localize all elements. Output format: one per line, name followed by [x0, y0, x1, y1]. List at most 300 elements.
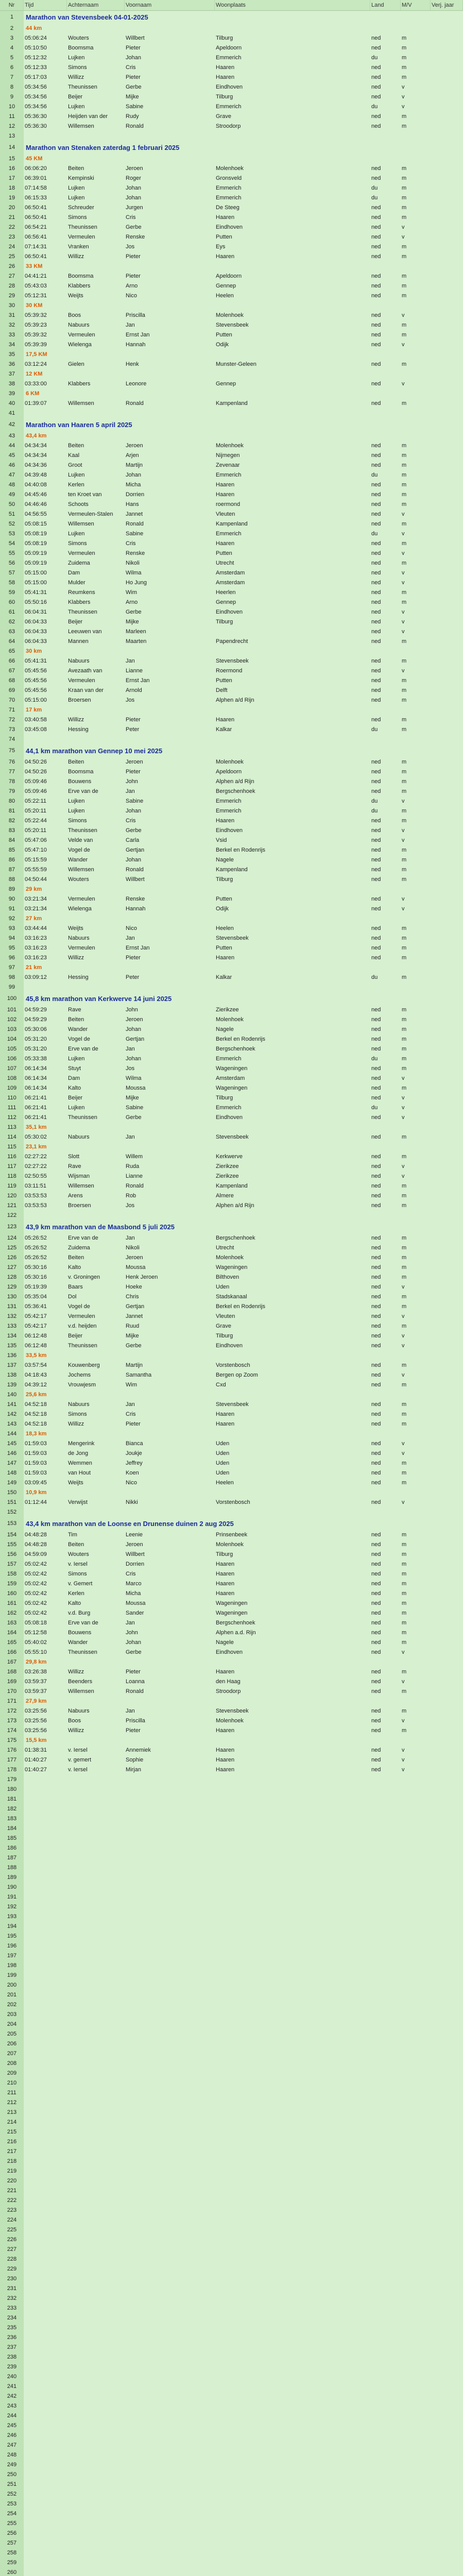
- cell-voornaam[interactable]: Willbert: [126, 35, 145, 41]
- cell-achternaam[interactable]: Arens: [68, 1193, 83, 1199]
- row-number[interactable]: 14: [0, 141, 24, 154]
- cell-achternaam[interactable]: de Jong: [68, 1450, 89, 1456]
- cell-woonplaats[interactable]: Tilburg: [216, 876, 233, 883]
- row-number[interactable]: 224: [0, 2215, 24, 2225]
- row-number[interactable]: 133: [0, 1321, 24, 1331]
- cell-land[interactable]: ned: [371, 857, 381, 863]
- cell-land[interactable]: ned: [371, 560, 381, 566]
- cell-mv[interactable]: m: [402, 283, 407, 289]
- cell-woonplaats[interactable]: Eindhoven: [216, 224, 243, 230]
- cell-mv[interactable]: m: [402, 1600, 407, 1606]
- cell-mv[interactable]: m: [402, 1727, 407, 1734]
- row-number[interactable]: 116: [0, 1152, 24, 1162]
- row-number[interactable]: 126: [0, 1253, 24, 1263]
- cell-land[interactable]: ned: [371, 1600, 381, 1606]
- cell-land[interactable]: ned: [371, 1245, 381, 1251]
- cell-voornaam[interactable]: Maarten: [126, 638, 147, 645]
- cell-voornaam[interactable]: Ruud: [126, 1323, 140, 1329]
- cell-achternaam[interactable]: v. Iersel: [68, 1767, 88, 1773]
- cell-land[interactable]: ned: [371, 1382, 381, 1388]
- cell-achternaam[interactable]: van Hout: [68, 1470, 91, 1476]
- cell-woonplaats[interactable]: Berkel en Rodenrijs: [216, 1036, 265, 1042]
- cell-voornaam[interactable]: Ronald: [126, 1688, 144, 1694]
- row-number[interactable]: 21: [0, 213, 24, 223]
- row-number[interactable]: 119: [0, 1181, 24, 1191]
- cell-land[interactable]: ned: [371, 1255, 381, 1261]
- row-number[interactable]: 191: [0, 1892, 24, 1902]
- cell-verjaar[interactable]: [431, 1370, 463, 1380]
- cell-woonplaats[interactable]: roermond: [216, 501, 241, 507]
- cell-mv[interactable]: m: [402, 45, 407, 51]
- row-number[interactable]: 145: [0, 1439, 24, 1449]
- row-number[interactable]: 147: [0, 1459, 24, 1468]
- cell-verjaar[interactable]: [431, 627, 463, 637]
- cell-tijd[interactable]: 05:55:10: [25, 1649, 47, 1655]
- cell-achternaam[interactable]: Willemsen: [68, 1183, 94, 1189]
- cell-tijd[interactable]: 05:17:03: [25, 74, 47, 80]
- cell-land[interactable]: ned: [371, 540, 381, 547]
- cell-mv[interactable]: m: [402, 717, 407, 723]
- cell-woonplaats[interactable]: Odijk: [216, 906, 229, 912]
- cell-mv[interactable]: m: [402, 1264, 407, 1270]
- cell-land[interactable]: ned: [371, 876, 381, 883]
- cell-tijd[interactable]: 05:45:56: [25, 668, 47, 674]
- row-number[interactable]: 101: [0, 1005, 24, 1015]
- cell-verjaar[interactable]: [431, 1677, 463, 1687]
- cell-verjaar[interactable]: [431, 1015, 463, 1025]
- cell-land[interactable]: ned: [371, 697, 381, 703]
- cell-voornaam[interactable]: Jan: [126, 1134, 135, 1140]
- cell-tijd[interactable]: 05:41:31: [25, 589, 47, 596]
- row-number[interactable]: 259: [0, 2558, 24, 2568]
- cell-land[interactable]: ned: [371, 1480, 381, 1486]
- row-number[interactable]: 208: [0, 2059, 24, 2069]
- cell-verjaar[interactable]: [431, 232, 463, 242]
- cell-verjaar[interactable]: [431, 1560, 463, 1569]
- cell-land[interactable]: ned: [371, 1114, 381, 1121]
- cell-voornaam[interactable]: Pieter: [126, 74, 141, 80]
- row-number[interactable]: 98: [0, 973, 24, 982]
- row-number[interactable]: 201: [0, 1990, 24, 2000]
- row-number[interactable]: 240: [0, 2372, 24, 2382]
- cell-land[interactable]: ned: [371, 1343, 381, 1349]
- cell-tijd[interactable]: 05:02:42: [25, 1610, 47, 1616]
- cell-mv[interactable]: m: [402, 867, 407, 873]
- row-number[interactable]: 104: [0, 1035, 24, 1044]
- cell-voornaam[interactable]: Gerbe: [126, 1114, 142, 1121]
- cell-woonplaats[interactable]: Putten: [216, 945, 232, 951]
- cell-achternaam[interactable]: Wouters: [68, 876, 89, 883]
- cell-mv[interactable]: v: [402, 609, 405, 615]
- cell-woonplaats[interactable]: Haaren: [216, 1561, 235, 1567]
- cell-voornaam[interactable]: Willbert: [126, 876, 145, 883]
- cell-voornaam[interactable]: Nico: [126, 925, 138, 931]
- cell-tijd[interactable]: 01:40:27: [25, 1767, 47, 1773]
- row-number[interactable]: 85: [0, 845, 24, 855]
- cell-voornaam[interactable]: Henk Jeroen: [126, 1274, 158, 1280]
- cell-tijd[interactable]: 01:12:44: [25, 1499, 47, 1505]
- cell-land[interactable]: ned: [371, 332, 381, 338]
- cell-mv[interactable]: m: [402, 1255, 407, 1261]
- row-number[interactable]: 16: [0, 164, 24, 174]
- cell-woonplaats[interactable]: Uden: [216, 1440, 230, 1447]
- row-number[interactable]: 193: [0, 1912, 24, 1922]
- cell-verjaar[interactable]: [431, 399, 463, 409]
- cell-verjaar[interactable]: [431, 637, 463, 647]
- cell-woonplaats[interactable]: Tilburg: [216, 1095, 233, 1101]
- row-number[interactable]: 69: [0, 686, 24, 696]
- cell-woonplaats[interactable]: Zierikzee: [216, 1173, 239, 1179]
- cell-achternaam[interactable]: Theunissen: [68, 224, 97, 230]
- cell-tijd[interactable]: 05:10:50: [25, 45, 47, 51]
- cell-woonplaats[interactable]: Stevensbeek: [216, 1401, 249, 1408]
- cell-achternaam[interactable]: Simons: [68, 818, 87, 824]
- cell-woonplaats[interactable]: Haaren: [216, 1757, 235, 1763]
- cell-mv[interactable]: v: [402, 1679, 405, 1685]
- cell-achternaam[interactable]: v. Iersel: [68, 1561, 88, 1567]
- cell-mv[interactable]: v: [402, 94, 405, 100]
- cell-tijd[interactable]: 05:26:52: [25, 1255, 47, 1261]
- cell-land[interactable]: du: [371, 974, 378, 980]
- cell-mv[interactable]: m: [402, 1235, 407, 1241]
- cell-verjaar[interactable]: [431, 1064, 463, 1074]
- cell-voornaam[interactable]: Ruda: [126, 1163, 140, 1170]
- cell-woonplaats[interactable]: Emmerich: [216, 195, 242, 201]
- cell-tijd[interactable]: 03:45:08: [25, 726, 47, 733]
- row-number[interactable]: 57: [0, 568, 24, 578]
- cell-tijd[interactable]: 04:52:18: [25, 1421, 47, 1427]
- cell-tijd[interactable]: 05:09:46: [25, 788, 47, 794]
- row-number[interactable]: 118: [0, 1172, 24, 1181]
- row-number[interactable]: 220: [0, 2176, 24, 2186]
- cell-woonplaats[interactable]: Bergschenhoek: [216, 788, 255, 794]
- cell-woonplaats[interactable]: Emmerich: [216, 104, 242, 110]
- cell-tijd[interactable]: 04:46:46: [25, 501, 47, 507]
- cell-tijd[interactable]: 03:44:44: [25, 925, 47, 931]
- cell-land[interactable]: ned: [371, 293, 381, 299]
- row-number[interactable]: 110: [0, 1093, 24, 1103]
- cell-tijd[interactable]: 04:56:55: [25, 511, 47, 517]
- cell-tijd[interactable]: 05:42:17: [25, 1313, 47, 1319]
- cell-achternaam[interactable]: Wander: [68, 1639, 88, 1646]
- cell-land[interactable]: ned: [371, 769, 381, 775]
- cell-achternaam[interactable]: Willizz: [68, 253, 84, 260]
- cell-voornaam[interactable]: Arno: [126, 599, 138, 605]
- cell-voornaam[interactable]: Sander: [126, 1610, 144, 1616]
- row-number[interactable]: 26: [0, 262, 24, 272]
- cell-achternaam[interactable]: Erve van de: [68, 1235, 98, 1241]
- cell-voornaam[interactable]: Ronald: [126, 867, 144, 873]
- row-number[interactable]: 83: [0, 826, 24, 836]
- row-number[interactable]: 54: [0, 539, 24, 549]
- cell-tijd[interactable]: 04:18:43: [25, 1372, 47, 1378]
- row-number[interactable]: 170: [0, 1687, 24, 1697]
- cell-achternaam[interactable]: Vermeulen: [68, 332, 95, 338]
- cell-achternaam[interactable]: v.d. Burg: [68, 1610, 91, 1616]
- cell-voornaam[interactable]: Micha: [126, 1590, 141, 1597]
- row-number[interactable]: 205: [0, 2029, 24, 2039]
- row-number[interactable]: 148: [0, 1468, 24, 1478]
- row-number[interactable]: 213: [0, 2108, 24, 2117]
- cell-tijd[interactable]: 05:08:19: [25, 540, 47, 547]
- cell-mv[interactable]: m: [402, 1323, 407, 1329]
- row-number[interactable]: 153: [0, 1517, 24, 1530]
- cell-verjaar[interactable]: [431, 112, 463, 122]
- row-number[interactable]: 163: [0, 1618, 24, 1628]
- cell-verjaar[interactable]: [431, 510, 463, 519]
- cell-voornaam[interactable]: Nico: [126, 293, 138, 299]
- cell-achternaam[interactable]: Nabuurs: [68, 935, 90, 941]
- cell-verjaar[interactable]: [431, 598, 463, 607]
- cell-mv[interactable]: m: [402, 253, 407, 260]
- cell-land[interactable]: du: [371, 531, 378, 537]
- cell-mv[interactable]: v: [402, 629, 405, 635]
- cell-achternaam[interactable]: Nabuurs: [68, 1134, 90, 1140]
- header-achternaam[interactable]: Achternaam: [67, 0, 125, 10]
- cell-tijd[interactable]: 05:30:02: [25, 1134, 47, 1140]
- cell-tijd[interactable]: 03:59:37: [25, 1688, 47, 1694]
- cell-tijd[interactable]: 03:40:58: [25, 717, 47, 723]
- cell-achternaam[interactable]: Beiten: [68, 1255, 84, 1261]
- cell-achternaam[interactable]: Kalto: [68, 1085, 81, 1091]
- cell-voornaam[interactable]: Dorrien: [126, 1561, 145, 1567]
- cell-land[interactable]: ned: [371, 1460, 381, 1466]
- cell-mv[interactable]: m: [402, 955, 407, 961]
- row-number[interactable]: 168: [0, 1667, 24, 1677]
- cell-achternaam[interactable]: Wouters: [68, 1551, 89, 1557]
- cell-achternaam[interactable]: Beiten: [68, 1016, 84, 1023]
- row-number[interactable]: 214: [0, 2117, 24, 2127]
- cell-woonplaats[interactable]: Tilburg: [216, 94, 233, 100]
- cell-tijd[interactable]: 05:55:59: [25, 867, 47, 873]
- cell-voornaam[interactable]: Jan: [126, 935, 135, 941]
- cell-land[interactable]: ned: [371, 224, 381, 230]
- cell-tijd[interactable]: 03:11:51: [25, 1183, 47, 1189]
- cell-tijd[interactable]: 06:21:41: [25, 1105, 47, 1111]
- cell-mv[interactable]: v: [402, 906, 405, 912]
- cell-tijd[interactable]: 05:22:11: [25, 798, 47, 804]
- cell-achternaam[interactable]: Zuidema: [68, 560, 90, 566]
- row-number[interactable]: 248: [0, 2450, 24, 2460]
- cell-voornaam[interactable]: Gerbe: [126, 84, 142, 90]
- cell-woonplaats[interactable]: Heerlen: [216, 589, 236, 596]
- row-number[interactable]: 47: [0, 470, 24, 480]
- row-number[interactable]: 192: [0, 1902, 24, 1912]
- row-number[interactable]: 43: [0, 431, 24, 441]
- row-number[interactable]: 198: [0, 1961, 24, 1971]
- row-number[interactable]: 184: [0, 1824, 24, 1834]
- cell-land[interactable]: ned: [371, 283, 381, 289]
- cell-verjaar[interactable]: [431, 1726, 463, 1736]
- cell-mv[interactable]: v: [402, 1372, 405, 1378]
- cell-verjaar[interactable]: [431, 539, 463, 549]
- cell-verjaar[interactable]: [431, 92, 463, 102]
- cell-woonplaats[interactable]: Haaren: [216, 214, 235, 221]
- row-number[interactable]: 105: [0, 1044, 24, 1054]
- cell-voornaam[interactable]: Jan: [126, 1708, 135, 1714]
- cell-achternaam[interactable]: Beiten: [68, 165, 84, 172]
- cell-verjaar[interactable]: [431, 845, 463, 855]
- row-number[interactable]: 215: [0, 2127, 24, 2137]
- cell-achternaam[interactable]: Leeuwen van: [68, 629, 102, 635]
- row-number[interactable]: 177: [0, 1755, 24, 1765]
- cell-voornaam[interactable]: Gerbe: [126, 827, 142, 834]
- cell-woonplaats[interactable]: Prinsenbeek: [216, 1532, 248, 1538]
- cell-tijd[interactable]: 05:26:52: [25, 1235, 47, 1241]
- cell-tijd[interactable]: 01:38:31: [25, 1747, 47, 1753]
- cell-woonplaats[interactable]: Putten: [216, 896, 232, 902]
- cell-woonplaats[interactable]: Putten: [216, 234, 232, 240]
- cell-verjaar[interactable]: [431, 242, 463, 252]
- cell-tijd[interactable]: 06:39:01: [25, 175, 47, 181]
- cell-mv[interactable]: m: [402, 1470, 407, 1476]
- cell-voornaam[interactable]: Gerbe: [126, 609, 142, 615]
- cell-land[interactable]: du: [371, 1056, 378, 1062]
- cell-verjaar[interactable]: [431, 529, 463, 539]
- cell-woonplaats[interactable]: Haaren: [216, 1727, 235, 1734]
- row-number[interactable]: 84: [0, 836, 24, 845]
- cell-verjaar[interactable]: [431, 1201, 463, 1211]
- cell-tijd[interactable]: 01:59:03: [25, 1470, 47, 1476]
- row-number[interactable]: 36: [0, 360, 24, 369]
- row-number[interactable]: 106: [0, 1054, 24, 1064]
- cell-voornaam[interactable]: Gerbe: [126, 1343, 142, 1349]
- cell-woonplaats[interactable]: Gennep: [216, 283, 236, 289]
- cell-woonplaats[interactable]: Wageningen: [216, 1610, 248, 1616]
- cell-achternaam[interactable]: Wander: [68, 1026, 88, 1032]
- cell-achternaam[interactable]: Weijts: [68, 1480, 83, 1486]
- cell-woonplaats[interactable]: Utrecht: [216, 1245, 234, 1251]
- row-number[interactable]: 169: [0, 1677, 24, 1687]
- cell-verjaar[interactable]: [431, 291, 463, 301]
- cell-achternaam[interactable]: Boos: [68, 1718, 81, 1724]
- cell-voornaam[interactable]: Marco: [126, 1581, 142, 1587]
- cell-mv[interactable]: m: [402, 560, 407, 566]
- cell-mv[interactable]: m: [402, 332, 407, 338]
- cell-voornaam[interactable]: Pieter: [126, 1727, 141, 1734]
- cell-mv[interactable]: m: [402, 857, 407, 863]
- cell-voornaam[interactable]: Nikoli: [126, 560, 140, 566]
- cell-verjaar[interactable]: [431, 1243, 463, 1253]
- cell-achternaam[interactable]: Simons: [68, 64, 87, 71]
- cell-land[interactable]: ned: [371, 492, 381, 498]
- cell-achternaam[interactable]: Kerlen: [68, 1590, 84, 1597]
- cell-woonplaats[interactable]: Stroodorp: [216, 1688, 241, 1694]
- cell-voornaam[interactable]: Jeroen: [126, 1016, 143, 1023]
- row-number[interactable]: 223: [0, 2206, 24, 2215]
- cell-achternaam[interactable]: Dam: [68, 570, 80, 576]
- row-number[interactable]: 152: [0, 1507, 24, 1517]
- cell-verjaar[interactable]: [431, 1074, 463, 1083]
- cell-woonplaats[interactable]: [215, 627, 370, 637]
- cell-woonplaats[interactable]: Kerkwerve: [216, 1154, 243, 1160]
- row-number[interactable]: 33: [0, 330, 24, 340]
- cell-woonplaats[interactable]: Haaren: [216, 1581, 235, 1587]
- row-number[interactable]: 219: [0, 2166, 24, 2176]
- row-number[interactable]: 11: [0, 112, 24, 122]
- row-number[interactable]: 12: [0, 122, 24, 131]
- cell-verjaar[interactable]: [431, 676, 463, 686]
- cell-woonplaats[interactable]: Haaren: [216, 492, 235, 498]
- cell-verjaar[interactable]: [431, 568, 463, 578]
- cell-voornaam[interactable]: Sabine: [126, 104, 144, 110]
- row-number[interactable]: 2: [0, 24, 24, 33]
- cell-tijd[interactable]: 03:21:34: [25, 906, 47, 912]
- cell-voornaam[interactable]: Jos: [126, 1065, 135, 1072]
- row-number[interactable]: 20: [0, 203, 24, 213]
- cell-verjaar[interactable]: [431, 686, 463, 696]
- cell-woonplaats[interactable]: Roermond: [216, 668, 243, 674]
- row-number[interactable]: 1: [0, 11, 24, 24]
- cell-woonplaats[interactable]: Uden: [216, 1470, 230, 1476]
- cell-woonplaats[interactable]: Papendrecht: [216, 638, 248, 645]
- row-number[interactable]: 28: [0, 281, 24, 291]
- row-number[interactable]: 174: [0, 1726, 24, 1736]
- cell-achternaam[interactable]: Simons: [68, 540, 87, 547]
- cell-land[interactable]: ned: [371, 677, 381, 684]
- row-number[interactable]: 175: [0, 1736, 24, 1745]
- cell-mv[interactable]: m: [402, 492, 407, 498]
- cell-achternaam[interactable]: Erve van de: [68, 788, 98, 794]
- cell-mv[interactable]: m: [402, 1245, 407, 1251]
- cell-land[interactable]: ned: [371, 165, 381, 172]
- cell-verjaar[interactable]: [431, 1569, 463, 1579]
- cell-land[interactable]: ned: [371, 1016, 381, 1023]
- cell-land[interactable]: ned: [371, 550, 381, 556]
- row-number[interactable]: 46: [0, 461, 24, 470]
- cell-voornaam[interactable]: Gertjan: [126, 1036, 145, 1042]
- cell-woonplaats[interactable]: Haaren: [216, 1590, 235, 1597]
- cell-woonplaats[interactable]: Heelen: [216, 1480, 234, 1486]
- cell-voornaam[interactable]: Mijke: [126, 1095, 139, 1101]
- row-number[interactable]: 247: [0, 2441, 24, 2450]
- cell-verjaar[interactable]: [431, 836, 463, 845]
- cell-voornaam[interactable]: Jan: [126, 322, 135, 328]
- cell-verjaar[interactable]: [431, 1687, 463, 1697]
- cell-woonplaats[interactable]: Alphen a/d Rijn: [216, 1202, 254, 1209]
- cell-verjaar[interactable]: [431, 1439, 463, 1449]
- cell-woonplaats[interactable]: Kampenland: [216, 521, 248, 527]
- cell-achternaam[interactable]: Boomsma: [68, 273, 94, 279]
- cell-verjaar[interactable]: [431, 725, 463, 735]
- cell-mv[interactable]: v: [402, 511, 405, 517]
- cell-woonplaats[interactable]: Vorstenbosch: [216, 1362, 250, 1368]
- cell-achternaam[interactable]: Vermeulen: [68, 945, 95, 951]
- cell-verjaar[interactable]: [431, 715, 463, 725]
- cell-tijd[interactable]: 05:33:38: [25, 1056, 47, 1062]
- cell-woonplaats[interactable]: Wageningen: [216, 1065, 248, 1072]
- cell-verjaar[interactable]: [431, 607, 463, 617]
- cell-woonplaats[interactable]: den Haag: [216, 1679, 241, 1685]
- cell-woonplaats[interactable]: Haaren: [216, 717, 235, 723]
- row-number[interactable]: 56: [0, 558, 24, 568]
- row-number[interactable]: 257: [0, 2538, 24, 2548]
- cell-tijd[interactable]: 04:39:12: [25, 1382, 47, 1388]
- cell-woonplaats[interactable]: Haaren: [216, 482, 235, 488]
- cell-land[interactable]: ned: [371, 322, 381, 328]
- cell-woonplaats[interactable]: Amsterdam: [216, 1075, 245, 1081]
- cell-achternaam[interactable]: Hessing: [68, 726, 89, 733]
- row-number[interactable]: 221: [0, 2186, 24, 2196]
- row-number[interactable]: 52: [0, 519, 24, 529]
- row-number[interactable]: 96: [0, 953, 24, 963]
- cell-voornaam[interactable]: Mijke: [126, 1333, 139, 1339]
- cell-mv[interactable]: m: [402, 1026, 407, 1032]
- cell-verjaar[interactable]: [431, 1263, 463, 1273]
- row-number[interactable]: 253: [0, 2499, 24, 2509]
- cell-verjaar[interactable]: [431, 1005, 463, 1015]
- cell-voornaam[interactable]: Cris: [126, 1411, 136, 1417]
